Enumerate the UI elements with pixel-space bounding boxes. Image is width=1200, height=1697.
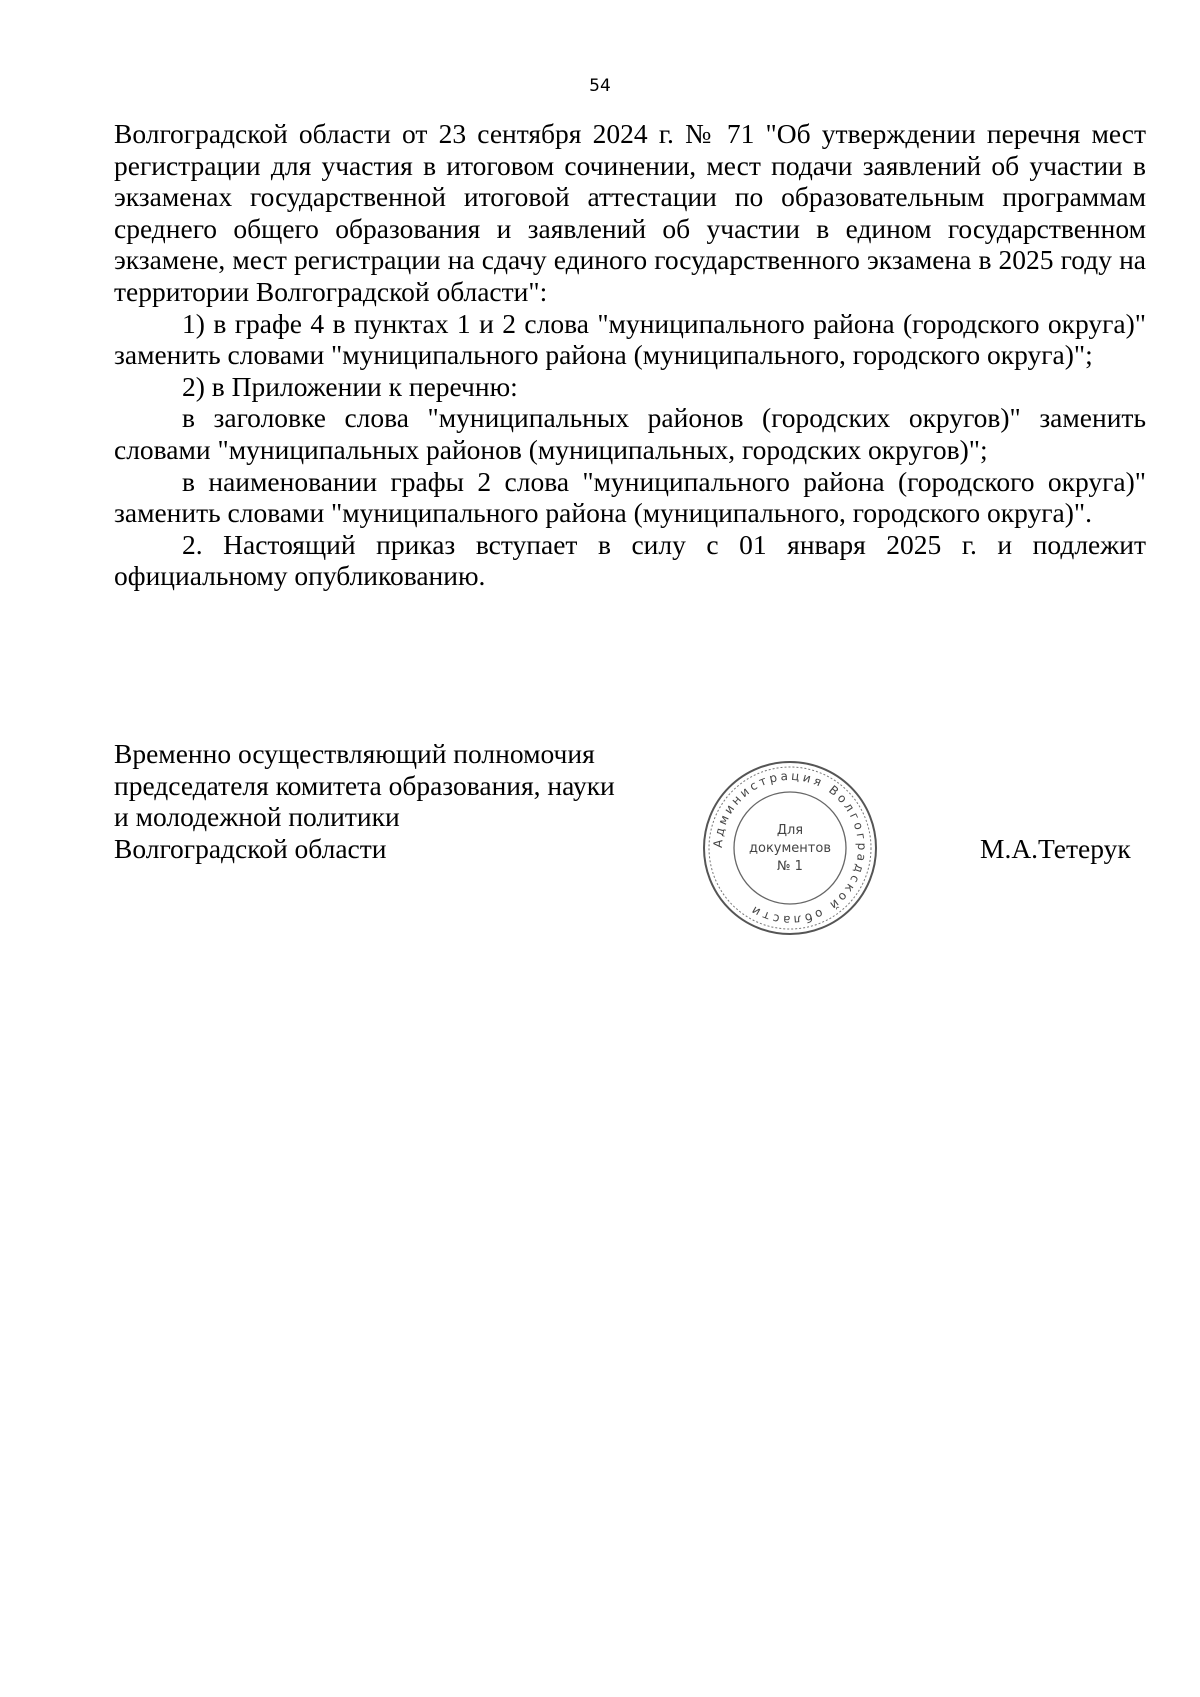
paragraph-intro: Волгоградской области от 23 сентября 2024 г. № 71 "Об утверждении перечня мест регистрации для участия в итоговом сочинении, мест подачи заявлений об участии в экзаменах государственной итоговой аттестации по образовательным программам среднего общего образования и заявлений об участии в едином государственном экзамене, мест регистрации на сдачу единого государственного экзамена в 2025 году на территории Волгоградской области": (114, 118, 1146, 307)
paragraph-heading-change: в заголовке слова "муниципальных районов (городских округов)" заменить словами "муниципальных районов (муниципальных, городских округов)"; (114, 402, 1146, 465)
stamp-center-line: документов (749, 841, 831, 856)
signer-position-line: Временно осуществляющий полномочия (114, 738, 595, 769)
stamp-center-line: № 1 (777, 859, 803, 874)
stamp-center-line: Для (776, 823, 804, 838)
signature-block (114, 738, 674, 864)
paragraph-effective-date: 2. Настоящий приказ вступает в силу с 01 января 2025 г. и подлежит официальному опубликованию. (114, 528, 1146, 592)
page-number: 54 (589, 76, 611, 96)
signer-name: М.А.Тетерук (980, 833, 1131, 864)
signer-position-line: председателя комитета образования, науки (114, 769, 615, 801)
stamp-outer-text: Администрация Волгоградской области (710, 768, 870, 928)
paragraph-item-1: 1) в графе 4 в пунктах 1 и 2 слова "муниципального района (городского округа)" заменить словами "муниципального района (муниципального, городского округа)"; (114, 307, 1146, 371)
paragraph-column-change: в наименовании графы 2 слова "муниципального района (городского округа)" заменить словами "муниципального района (муниципального, городского округа)". (114, 465, 1146, 529)
signer-position-line: Волгоградской области (114, 832, 387, 864)
document-body (114, 118, 1146, 592)
signer-position-line: и молодежной политики (114, 801, 400, 833)
official-stamp (700, 758, 880, 938)
paragraph-item-2: 2) в Приложении к перечню: (182, 370, 518, 402)
